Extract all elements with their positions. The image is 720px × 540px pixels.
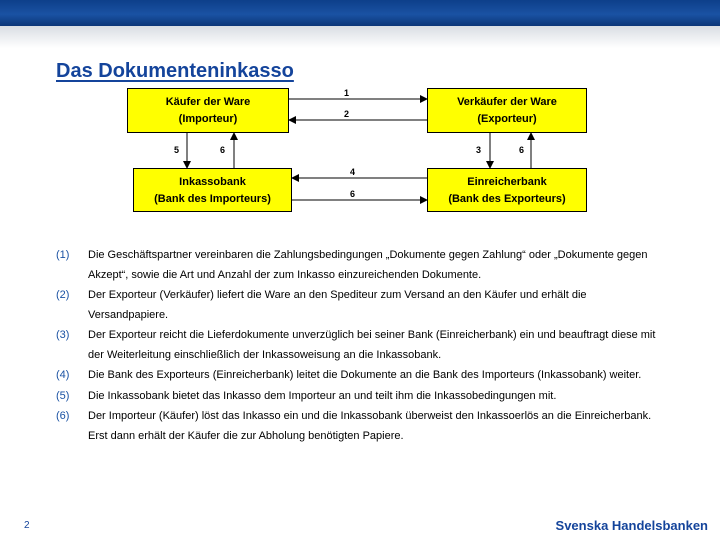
box-remitting-bank-line2: (Bank des Exporteurs) [448, 192, 566, 205]
step-number: (2) [56, 289, 70, 301]
list-item [56, 407, 666, 446]
box-remitting-bank [427, 168, 587, 212]
step-text: Der Exporteur reicht die Lieferdokumente unverzüglich bei seiner Bank (Einreicherbank) ein und beauftragt diese mit der Weiterleitung einschließlich der Inkassoweisung an die Inkassobank. [88, 329, 656, 361]
list-item [56, 366, 666, 386]
step-number: (4) [56, 369, 70, 381]
steps-list [56, 246, 666, 447]
box-buyer-line1: Käufer der Ware [165, 95, 251, 108]
step-text: Die Bank des Exporteurs (Einreicherbank) leitet die Dokumente an die Bank des Importeurs (Inkassobank) weiter. [88, 369, 642, 381]
box-seller-line1: Verkäufer der Ware [457, 95, 557, 108]
list-item [56, 387, 666, 407]
step-number: (1) [56, 249, 70, 261]
step-number: (3) [56, 329, 70, 341]
box-seller [427, 88, 587, 133]
box-buyer-line2: (Importeur) [178, 113, 238, 126]
brand-logo-text: Svenska Handelsbanken [555, 518, 708, 533]
box-buyer [127, 88, 289, 133]
box-collecting-bank-line2: (Bank des Importeurs) [154, 192, 271, 205]
arrow-label-6-left: 6 [220, 145, 226, 155]
arrow-label-6-right: 6 [519, 145, 525, 155]
step-number: (6) [56, 410, 70, 422]
arrow-label-2: 2 [344, 109, 350, 119]
box-collecting-bank-line1: Inkassobank [179, 175, 246, 188]
step-text: Der Exporteur (Verkäufer) liefert die Ware an den Spediteur zum Versand an den Käufer und erhält die Versandpapiere. [88, 289, 587, 321]
step-number: (5) [56, 389, 70, 402]
page-title: Das Dokumenteninkasso [56, 60, 294, 82]
arrow-label-6-bottom: 6 [350, 189, 356, 199]
box-collecting-bank [133, 168, 292, 212]
step-text: Die Inkassobank bietet das Inkasso dem Importeur an und teilt ihm die Inkassobedingungen mit. [88, 389, 557, 402]
box-seller-line2: (Exporteur) [477, 113, 537, 126]
step-text: Der Importeur (Käufer) löst das Inkasso ein und die Inkassobank überweist den Inkassoerlös an die Einreicherbank. Erst dann erhält der Käufer die zur Abholung benötigten Papiere. [88, 410, 652, 442]
arrow-label-3: 3 [476, 145, 482, 155]
page-number: 2 [24, 520, 30, 531]
arrow-label-5: 5 [174, 145, 180, 155]
list-item [56, 246, 666, 285]
list-item [56, 286, 666, 325]
arrow-label-1: 1 [344, 88, 350, 98]
arrow-label-4: 4 [350, 167, 356, 177]
list-item [56, 326, 666, 365]
step-text: Die Geschäftspartner vereinbaren die Zahlungsbedingungen „Dokumente gegen Zahlung“ oder „Dokumente gegen Akzept“, sowie die Art und Anzahl der zum Inkasso einzureichenden Dokumente. [88, 249, 648, 281]
box-remitting-bank-line1: Einreicherbank [467, 175, 547, 188]
